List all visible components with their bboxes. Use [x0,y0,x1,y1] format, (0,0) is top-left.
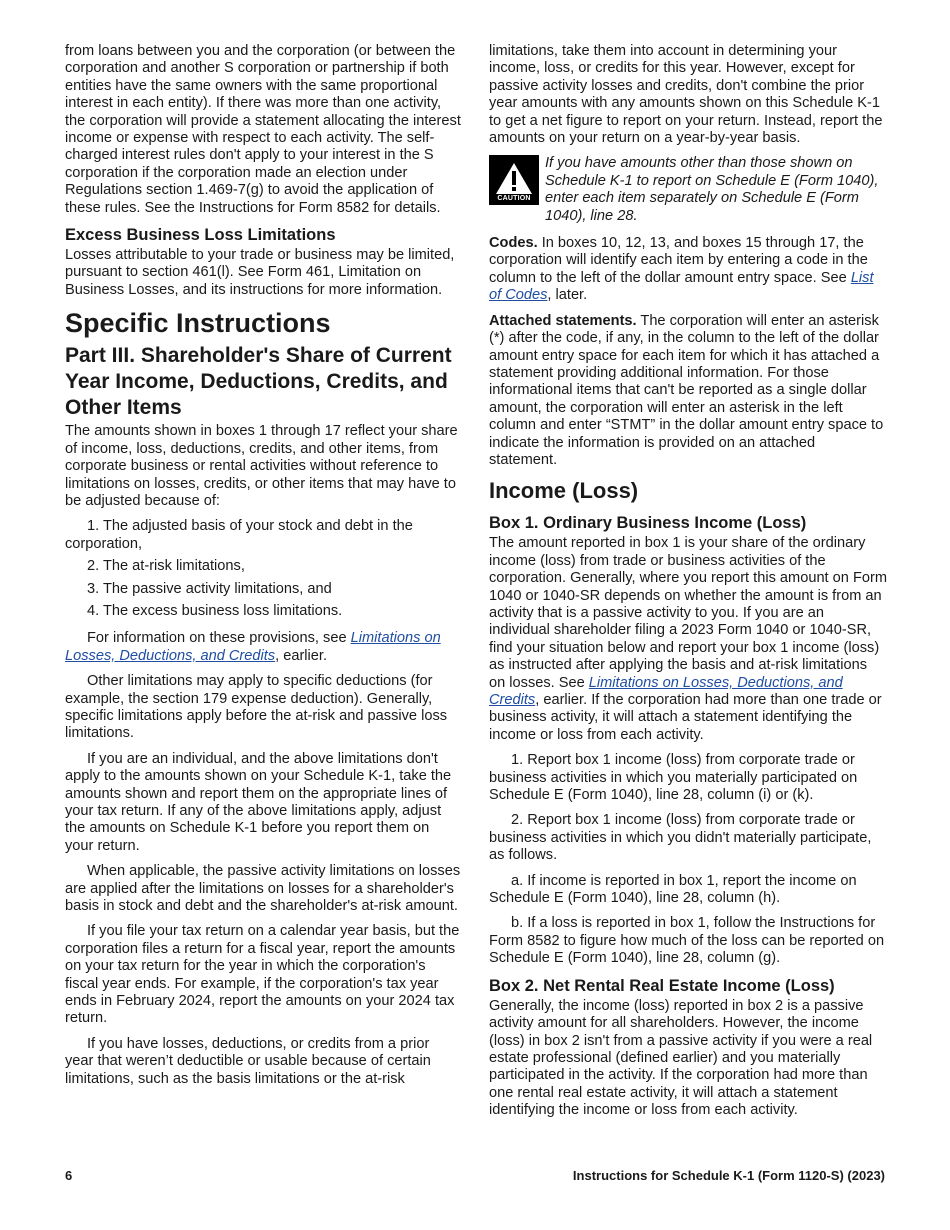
other-limitations-paragraph: Other limitations may apply to specific deductions (for example, the section 179 expense deduction). Generally, specific limitations apply before the at-risk and passive loss limitations. [65,673,448,742]
list-item: 4. The excess business loss limitations. [87,602,343,619]
part3-heading: Part III. Shareholder's Share of Current Year Income, Deductions, Credits, and Other Items [65,344,452,420]
left-column [65,43,461,1096]
amounts-paragraph: The amounts shown in boxes 1 through 17 reflect your share of income, loss, deductions, credits, and other items, from corporate business or rental activities without reference to limitations on losses, credits, or other items that may have to be adjusted because of: [65,423,458,509]
text: The corporation will enter an asterisk (*) after the code, if any, in the column to the left of the dollar amount entry space for each item for which it has attached a statement providing additional information. For those informational items that can't be reported as a single dollar amount, the corporation will enter an asterisk in the left column and enter “STMT” in the dollar amount entry space to indicate the information is provided on an attached statement. [489,312,884,468]
box2-paragraph: Generally, the income (loss) reported in box 2 is a passive activity amount for all shareholders. However, the income (loss) in box 2 isn't from a passive activity if you were a real estate professional (defined earlier) and you materially participated in the activity. If the corporation had more than one rental real estate activity, it will attach a statement identifying the income or loss from each activity. [489,997,873,1119]
box1-item: b. If a loss is reported in box 1, follow the Instructions for Form 8582 to figure how much of the loss can be reported on Schedule E (Form 1040), line 28, column (g). [489,915,885,967]
right-column [489,43,887,1128]
caution-label: CAUTION [497,195,531,203]
ebl-paragraph: Losses attributable to your trade or business may be limited, pursuant to section 461(l). See Form 461, Limitation on Business Losses, and its instructions for more information. [65,247,455,298]
box2-heading: Box 2. Net Rental Real Estate Income (Loss) [489,976,835,995]
list-item: 1. The adjusted basis of your stock and debt in the corporation, [65,518,413,552]
limitations-link[interactable]: Limitations on Losses, Deductions, and Credits [65,630,441,664]
attached-paragraph [489,313,887,470]
list-item: 3. The passive activity limitations, and [87,580,332,597]
passive-paragraph: When applicable, the passive activity limitations on losses are applied after the limitations on losses for a shareholder's basis in stock and debt and the shareholder's at-risk amount. [65,863,461,915]
list-item: 2. The at-risk limitations, [87,558,245,575]
box1-item: a. If income is reported in box 1, report the income on Schedule E (Form 1040), line 28, column (h). [489,872,857,907]
continued-paragraph: limitations, take them into account in determining your income, loss, or credits for this year. However, except for passive activity losses and credits, don't combine the prior year amounts with any amounts shown on this Schedule K-1 to get a net figure to report on your return. Instead, report the amounts on your return on a year-by-year basis. [489,43,883,147]
caution-text: If you have amounts other than those shown on Schedule K-1 to report on Schedule E (Form 1040), enter each item separately on Schedule E (Form 1040), line 28. [545,155,879,224]
list-of-codes-link[interactable]: List of Codes [489,269,874,304]
footer-title: Instructions for Schedule K-1 (Form 1120-S) (2023) [572,1168,885,1183]
limitations-link[interactable]: Limitations on Losses, Deductions, and Credits [489,674,843,708]
text: , earlier. If the corporation had more than one trade or business activity, it will attach a statement identifying the income or loss from each activity. [489,692,882,743]
info-paragraph [65,630,461,665]
specific-instructions-heading: Specific Instructions [65,308,331,339]
caution-note [489,155,887,225]
box1-paragraph [489,535,887,744]
box1-item: 2. Report box 1 income (loss) from corporate trade or business activities in which you didn't materially participate, as follows. [489,812,872,864]
prior-year-paragraph: If you have losses, deductions, or credits from a prior year that weren’t deductible or usable because of certain limitations, such as the basis limitations or the at-risk [65,1035,431,1087]
text: The amount reported in box 1 is your share of the ordinary income (loss) from trade or business activities of the corporation. Generally, where you report this amount on Form 1040 or 1040-SR depends on whether the amount is from an activity that is a passive activity to you. If you are an individual shareholder filing a 2023 Form 1040 or 1040-SR, find your situation below and report your box 1 income (loss) as instructed after applying the basis and at-risk limitations on losses. See [489,535,887,691]
calendar-paragraph: If you file your tax return on a calendar year basis, but the corporation files a return for a fiscal year, report the amounts on your tax return for the year in which the corporation's fiscal year ends. For example, if the corporation's tax year ends in February 2024, report the amounts on your 2024 tax return. [65,923,460,1027]
box1-heading: Box 1. Ordinary Business Income (Loss) [489,514,807,533]
codes-paragraph [489,235,887,305]
text: , later. [547,287,588,304]
ebl-heading: Excess Business Loss Limitations [65,226,336,245]
intro-paragraph: from loans between you and the corporation (or between the corporation and another S corporation or partnership if both entities have the same owners with the same proportional interest in each entity). If there was more than one activity, the corporation will provide a statement allocating the interest income or expense with respect to each activity. The self-charged interest rules don't apply to your interest in the S corporation if the corporation made an election under Regulations section 1.469-7(g) to avoid the application of these rules. See the Instructions for Form 8582 for details. [65,43,461,216]
attached-label: Attached statements. [489,312,637,329]
caution-icon [489,155,539,205]
text: , earlier. [275,647,328,664]
text: In boxes 10, 12, 13, and boxes 15 through 17, the corporation will identify each item by entering a code in the column to the left of the dollar amount entry space. See [489,235,868,286]
codes-label: Codes. [489,235,538,252]
text: For information on these provisions, see [87,630,351,647]
box1-item: 1. Report box 1 income (loss) from corporate trade or business activities in which you materially participated on Schedule E (Form 1040), line 28, column (i) or (k). [489,752,858,804]
income-heading: Income (Loss) [489,478,639,504]
page-number: 6 [65,1168,73,1183]
individual-paragraph: If you are an individual, and the above limitations don't apply to the amounts shown on your Schedule K-1, take the amounts shown and report them on the appropriate lines of your tax return. If any of the above limitations apply, adjust the amounts on Schedule K-1 before you report them on your return. [65,750,452,854]
